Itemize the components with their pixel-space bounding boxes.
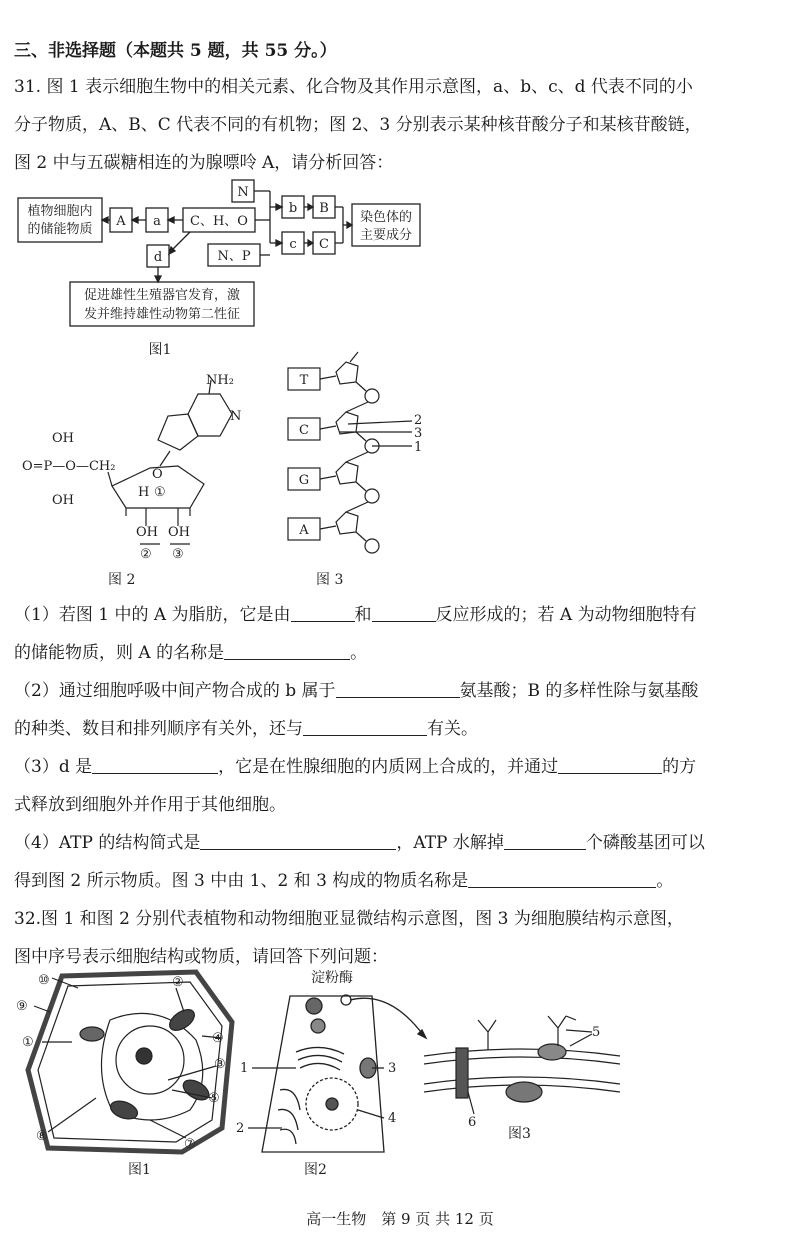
membrane-top-2 (424, 1057, 620, 1064)
q32-figure-3 (424, 1016, 620, 1114)
a-label: a (153, 214, 161, 229)
base-C: C (299, 423, 309, 438)
sugar-3 (336, 462, 358, 484)
vesicle-top (306, 998, 322, 1014)
q31-figure-2 (108, 380, 232, 544)
animal-label-1: 1 (240, 1061, 249, 1076)
plant-label-3: ③ (214, 1057, 226, 1072)
H-label: H (138, 485, 150, 500)
sugar-1 (336, 362, 358, 384)
q31-sub4-line-1: （4）ATP 的结构简式是 ，ATP 水解掉 个磷酸基团可以 (14, 833, 705, 853)
OH-3-label: OH (168, 525, 190, 540)
OH-2-label: OH (136, 525, 158, 540)
q31-sub3-line-1: （3）d 是 ，它是在性腺细胞的内质网上合成的，并通过 的方 (14, 757, 697, 777)
plant-label-4: ④ (212, 1031, 224, 1046)
answer-blank[interactable] (558, 757, 662, 774)
plant-label-9: ⑨ (16, 999, 28, 1014)
answer-blank[interactable] (92, 757, 218, 774)
NH2-label: NH₂ (206, 373, 234, 388)
plant-label-5: ⑤ (208, 1091, 220, 1106)
d-label: d (153, 250, 163, 265)
fig3-label-2: 2 (414, 413, 423, 428)
vesicle-2 (311, 1019, 325, 1033)
OH-top-label: OH (52, 431, 74, 446)
q31-sub1-line-1: （1）若图 1 中的 A 为脂肪，它是由 和 反应形成的；若 A 为动物细胞特有 (14, 605, 697, 625)
fig3-caption: 图 3 (316, 572, 344, 588)
answer-blank[interactable] (372, 605, 436, 622)
protein-bottom (506, 1082, 542, 1102)
base-T: T (299, 373, 309, 388)
answer-blank[interactable] (336, 681, 460, 698)
q31-sub2-line-2: 的种类、数目和排列顺序有关外，还与 有关。 (14, 719, 478, 739)
plant-label-1: ① (22, 1035, 34, 1050)
base-A: A (299, 523, 309, 538)
golgi-3 (300, 1063, 340, 1070)
plant-label-8: ⑧ (36, 1129, 48, 1144)
membrane-label-6: 6 (468, 1115, 477, 1130)
circle-3-label: ③ (172, 547, 184, 562)
answer-blank[interactable] (468, 871, 656, 888)
enzyme-label: 淀粉酶 (311, 970, 353, 986)
A-label: A (116, 214, 126, 229)
NP-label: N、P (217, 249, 251, 264)
adenine-5-ring (158, 414, 198, 450)
q32-fig1-caption: 图1 (128, 1162, 151, 1178)
q32-stem-line-2: 图中序号表示细胞结构或物质，请回答下列问题： (14, 947, 388, 967)
animal-label-3: 3 (388, 1061, 397, 1076)
circle-1-label: ① (154, 485, 166, 500)
phosphate-1 (365, 389, 379, 403)
q31-stem-line-3: 图 2 中与五碳糖相连的为腺嘌呤 A，请分析回答： (14, 153, 394, 173)
q32-figure-2 (248, 995, 426, 1152)
fig3-label-3: 3 (414, 426, 423, 441)
nucleolus (136, 1048, 152, 1064)
protein-top (538, 1044, 566, 1060)
C-label: C (319, 237, 329, 252)
sex-label-2: 发并维持雄性动物第二性征 (83, 307, 241, 322)
ring-O-label: O (152, 467, 163, 482)
phosphate-3 (365, 489, 379, 503)
storage-label-1: 植物细胞内 (27, 204, 93, 219)
mitochondrion (80, 1027, 104, 1041)
membrane-top-1 (424, 1049, 620, 1056)
B-label: B (319, 201, 329, 216)
golgi-2 (298, 1055, 342, 1062)
sugar-2 (336, 412, 358, 434)
q32-fig2-caption: 图2 (304, 1162, 327, 1178)
N-ring-label: N (230, 409, 242, 424)
glycoprotein-1 (478, 1020, 496, 1050)
storage-label-2: 的储能物质 (27, 222, 93, 237)
q32-figures (0, 960, 800, 1190)
phosphate-label: O=P—O—CH₂ (22, 459, 116, 474)
circle-2-label: ② (140, 547, 152, 562)
b-label: b (288, 201, 298, 216)
q31-sub2-line-1: （2）通过细胞呼吸中间产物合成的 b 属于 氨基酸；B 的多样性除与氨基酸 (14, 681, 699, 701)
fig1-caption: 图1 (148, 342, 172, 358)
q32-figure-1 (28, 972, 232, 1152)
plant-label-2: ② (172, 975, 184, 990)
animal-label-4: 4 (388, 1111, 397, 1126)
c-label: c (289, 237, 297, 252)
q31-stem-line-1: 31. 图 1 表示细胞生物中的相关元素、化合物及其作用示意图，a、b、c、d 代表不同的小 (14, 77, 693, 97)
sugar-4 (336, 512, 358, 534)
N-label: N (237, 185, 249, 200)
fig2-caption: 图 2 (108, 572, 136, 588)
q31-sub4-line-2: 得到图 2 所示物质。图 3 中由 1、2 和 3 构成的物质名称是 。 (14, 871, 674, 891)
chromosome-label-2: 主要成分 (359, 228, 413, 243)
animal-label-2: 2 (236, 1121, 245, 1136)
answer-blank[interactable] (200, 833, 396, 850)
q31-sub1-line-2: 的储能物质，则 A 的名称是 。 (14, 643, 368, 663)
channel-protein (456, 1048, 468, 1098)
base-G: G (298, 473, 310, 488)
answer-blank[interactable] (224, 643, 350, 660)
nucleolus (326, 1098, 338, 1110)
answer-blank[interactable] (291, 605, 355, 622)
rough-er (278, 1089, 300, 1144)
answer-blank[interactable] (303, 719, 427, 736)
plant-label-10: ⑩ (38, 973, 50, 988)
fig3-label-1: 1 (414, 440, 423, 455)
section-header: 三、非选择题（本题共 5 题，共 55 分。） (14, 41, 337, 61)
answer-blank[interactable] (504, 833, 586, 850)
page-footer: 高一生物 第 9 页 共 12 页 (306, 1210, 494, 1228)
OH-bottom-label: OH (52, 493, 74, 508)
q32-stem-line-1: 32.图 1 和图 2 分别代表植物和动物细胞亚显微结构示意图，图 3 为细胞膜结构示意图， (14, 909, 684, 929)
q32-fig3-caption: 图3 (508, 1126, 531, 1142)
sex-label-1: 促进雄性生殖器官发育，激 (83, 288, 241, 303)
membrane-label-5: 5 (592, 1025, 601, 1040)
phosphate-4 (365, 539, 379, 553)
golgi-1 (296, 1047, 344, 1054)
chromosome-label-1: 染色体的 (359, 210, 413, 225)
CHO-label: C、H、O (190, 214, 248, 229)
plant-label-7: ⑦ (184, 1137, 196, 1152)
q31-stem-line-2: 分子物质，A、B、C 代表不同的有机物；图 2、3 分别表示某种核苷酸分子和某核苷酸链， (14, 115, 702, 135)
pointer-arrow (350, 998, 424, 1036)
chloroplast-1 (166, 1005, 198, 1034)
q31-sub3-line-2: 式释放到细胞外并作用于其他细胞。 (14, 795, 286, 815)
